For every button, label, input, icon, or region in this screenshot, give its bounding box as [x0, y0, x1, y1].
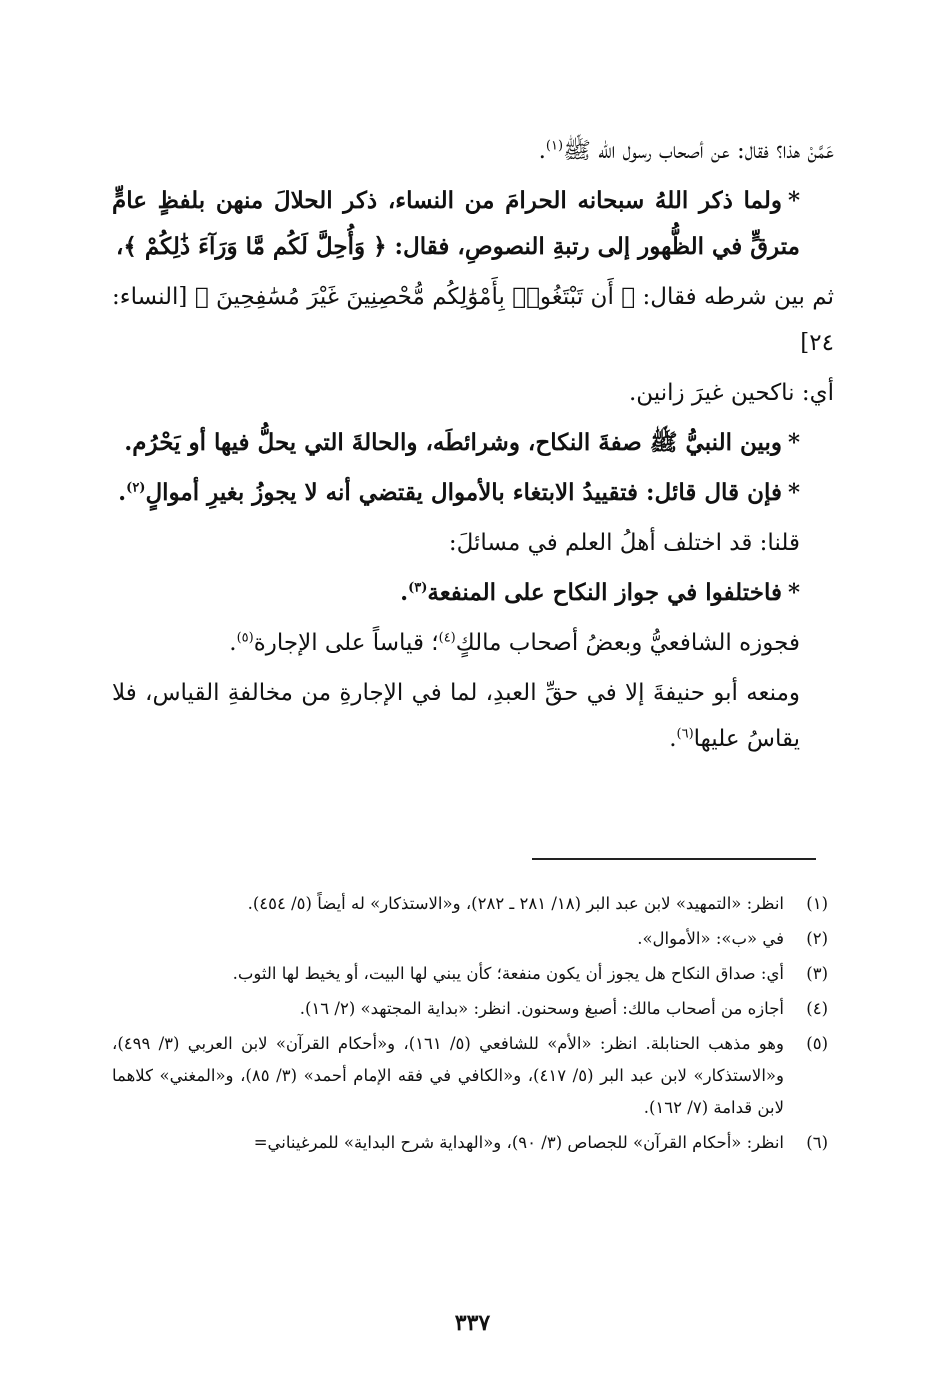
- footnote-3: [112, 958, 834, 990]
- footnote-number: (٣): [806, 964, 828, 983]
- footnote-text: انظر: «التمهيد» لابن عبد البر (١٨/ ٢٨١ ـ ٢٨٢)، و«الاستذكار» له أيضاً (٥/ ٤٥٤).: [247, 894, 784, 913]
- paragraph-9-text-a: فجوزه الشافعيُّ وبعضُ أصحاب مالكٍ: [455, 630, 800, 656]
- footnote-text: وهو مذهب الحنابلة. انظر: «الأم» للشافعي (٥/ ١٦١)، و«أحكام القرآن» لابن العربي (٣/ ٤٩٩)، و«الاستذكار» لابن عبد البر (٥/ ٤١٧)، و«الكافي في فقه الإمام أحمد» (٣/ ٨٥)، و«المغني» كلاهما لابن قدامة (٧/ ١٦٢).: [112, 1034, 784, 1117]
- paragraph-3: [112, 274, 834, 366]
- paragraph-2: [112, 178, 834, 270]
- footnote-text: في «ب»: «الأموال».: [637, 929, 784, 948]
- footnote-1: [112, 888, 834, 920]
- paragraph-6-end: .: [118, 479, 127, 506]
- paragraph-1-text: عَمَّنْ هذا؟ فقال: عن أصحاب رسول الله ﷺ: [563, 138, 834, 164]
- paragraph-4: [112, 370, 834, 416]
- footnote-text: أجازه من أصحاب مالك: أصبغ وسحنون. انظر: «بداية المجتهد» (٢/ ١٦).: [299, 999, 784, 1018]
- paragraph-2-text: ولما ذكر اللهُ سبحانه الحرامَ من النساء، ذكر الحلالَ منهن بلفظٍ عامٍّ مترقٍّ في الظُّهور إلى رتبةِ النصوصِ، فقال: ﴿ وَأُحِلَّ لَكُم مَّا وَرَآءَ ذَٰلِكُمْ ﴾،: [112, 187, 800, 260]
- paragraph-9-text-b: ؛ قياساً على الإجارة: [253, 630, 439, 656]
- footnote-6: [112, 1127, 834, 1159]
- paragraph-5: [112, 420, 834, 466]
- bullet-star: *: [787, 187, 800, 214]
- paragraph-8-text: فاختلفوا في جواز النكاح على المنفعة: [427, 579, 782, 606]
- bullet-star: *: [787, 429, 800, 456]
- paragraph-7: [112, 520, 834, 566]
- paragraph-6-text: فإن قال قائل: فتقييدُ الابتغاء بالأموال يقتضي أنه لا يجوزُ بغيرِ أموالٍ: [145, 479, 782, 506]
- paragraph-1: [112, 128, 834, 174]
- footnote-text: انظر: «أحكام القرآن» للجصاص (٣/ ٩٠)، و«الهداية شرح البداية» للمرغيناني=: [253, 1133, 784, 1152]
- paragraph-6: [112, 470, 834, 516]
- footnote-2: [112, 923, 834, 955]
- paragraph-10-end: .: [669, 726, 677, 752]
- footnote-ref-2: (٢): [126, 480, 146, 496]
- footnote-5: [112, 1028, 834, 1124]
- footnote-number: (١): [806, 894, 828, 913]
- main-text: [112, 128, 834, 766]
- footnote-text: أي: صداق النكاح هل يجوز أن يكون منفعة؛ كأن يبني لها البيت، أو يخيط لها الثوب.: [232, 964, 784, 983]
- footnote-4: [112, 993, 834, 1025]
- footnote-ref-6: (٦): [676, 726, 694, 742]
- footnote-number: (٢): [806, 929, 828, 948]
- paragraph-4-text: أي: ناكحين غيرَ زانين.: [628, 380, 834, 406]
- page-number: ٣٣٧: [454, 1310, 491, 1336]
- paragraph-10-text: ومنعه أبو حنيفةَ إلا في حقِّ العبدِ، لما في الإجارةِ من مخالفةِ القياس، فلا يقاسُ عليها: [112, 680, 800, 752]
- footnote-divider: [532, 858, 816, 860]
- footnote-ref-5: (٥): [236, 630, 254, 646]
- bullet-star: *: [787, 579, 800, 606]
- paragraph-5-text: وبين النبيُّ ﷺ صفةَ النكاح، وشرائطَه، والحالةَ التي يحلُّ فيها أو يَحْرُم.: [124, 429, 782, 456]
- paragraph-8: [112, 570, 834, 616]
- footnote-number: (٦): [806, 1133, 828, 1152]
- paragraph-10: [112, 670, 834, 762]
- paragraph-1-end: .: [538, 138, 546, 164]
- footnote-number: (٥): [806, 1034, 828, 1053]
- paragraph-9: [112, 620, 834, 666]
- footnote-ref-4: (٤): [438, 630, 456, 646]
- bullet-star: *: [787, 479, 800, 506]
- footnote-ref-1: (١): [545, 138, 564, 154]
- paragraph-8-end: .: [400, 579, 409, 606]
- footnote-ref-3: (٣): [408, 580, 428, 596]
- paragraph-9-end: .: [229, 630, 237, 656]
- footnote-number: (٤): [806, 999, 828, 1018]
- paragraph-7-text: قلنا: قد اختلف أهلُ العلم في مسائلَ:: [448, 530, 800, 556]
- footnotes: [112, 888, 834, 1162]
- paragraph-3-text: ثم بين شرطه فقال: ﴿ أَن تَبْتَغُوا۟ بِأَمْوَٰلِكُم مُّحْصِنِينَ غَيْرَ مُسَٰفِحِينَ ﴾ [النساء: ٢٤]: [112, 284, 834, 356]
